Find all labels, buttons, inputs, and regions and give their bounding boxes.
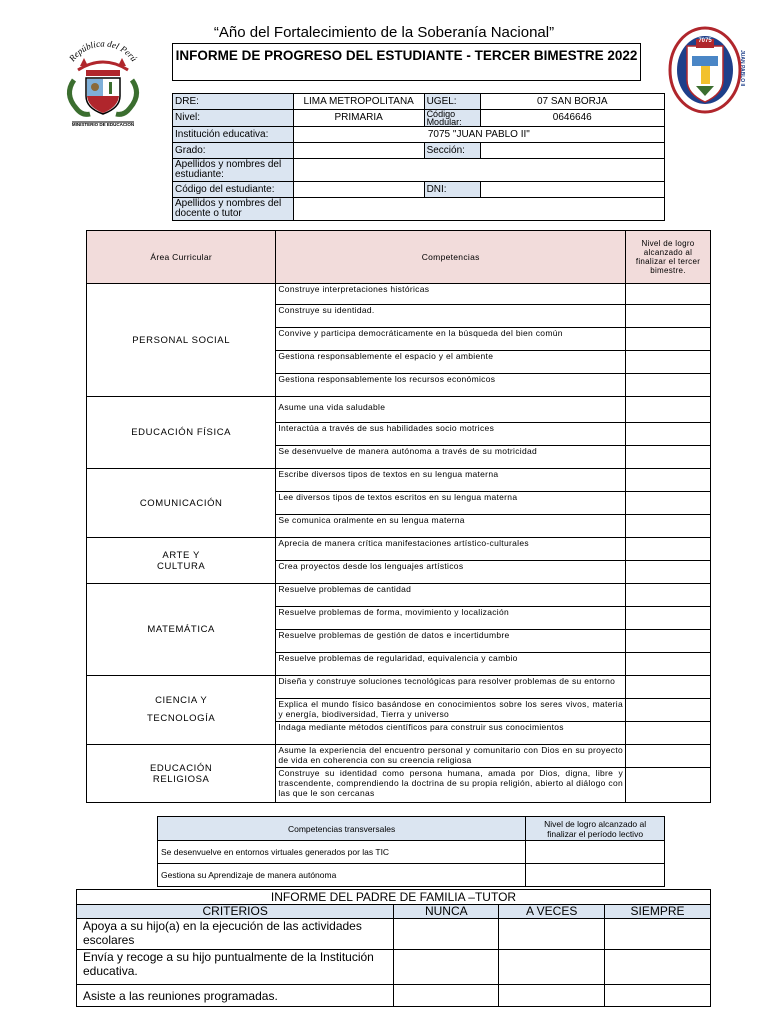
report-title: INFORME DE PROGRESO DEL ESTUDIANTE - TERCER BIMESTRE 2022 — [175, 48, 638, 63]
level-cell[interactable] — [526, 841, 665, 864]
level-cell[interactable] — [626, 607, 711, 630]
competency-item: Asume la experiencia del encuentro personal y comunitario con Dios en su proyecto de vida en coherencia con su creencia religiosa — [276, 745, 626, 768]
report-title-box — [172, 43, 641, 81]
institucion-label: Institución educativa: — [173, 127, 294, 143]
competency-item: Se desenvuelve de manera autónoma a través de su motricidad — [276, 446, 626, 469]
competency-item: Convive y participa democráticamente en la búsqueda del bien común — [276, 328, 626, 351]
codigo-estudiante-label: Código del estudiante: — [173, 182, 294, 198]
area-personal-social: PERSONAL SOCIAL — [87, 284, 276, 397]
competency-item: Se comunica oralmente en su lengua materna — [276, 515, 626, 538]
parent-report-table — [76, 889, 711, 1007]
col-level-header: Nivel de logro alcanzado al finalizar el tercer bimestre. — [626, 231, 711, 284]
apellidos-estudiante-value[interactable] — [293, 159, 664, 182]
answer-cell[interactable] — [605, 985, 711, 1007]
level-cell[interactable] — [626, 374, 711, 397]
grado-label: Grado: — [173, 143, 294, 159]
competency-item: Escribe diversos tipos de textos en su lengua materna — [276, 469, 626, 492]
area-comunicacion: COMUNICACIÓN — [87, 469, 276, 538]
level-cell[interactable] — [626, 328, 711, 351]
level-cell[interactable] — [626, 284, 711, 305]
competency-item: Diseña y construye soluciones tecnológicas para resolver problemas de su entorno — [276, 676, 626, 699]
nivel-label: Nivel: — [173, 110, 294, 127]
level-cell[interactable] — [626, 515, 711, 538]
level-cell[interactable] — [626, 351, 711, 374]
logo-left-caption: MINISTERIO DE EDUCACION — [71, 122, 135, 127]
transversal-level-header: Nivel de logro alcanzado al finalizar el período lectivo — [526, 817, 665, 841]
col-never-header: NUNCA — [394, 905, 499, 919]
transversal-item: Se desenvuelve en entornos virtuales generados por las TIC — [158, 841, 526, 864]
col-area-header: Área Curricular — [87, 231, 276, 284]
level-cell[interactable] — [626, 768, 711, 803]
competency-item: Resuelve problemas de cantidad — [276, 584, 626, 607]
level-cell[interactable] — [626, 446, 711, 469]
level-cell[interactable] — [626, 561, 711, 584]
competency-item: Resuelve problemas de regularidad, equivalencia y cambio — [276, 653, 626, 676]
competency-item: Construye interpretaciones históricas — [276, 284, 626, 305]
grado-value[interactable] — [293, 143, 424, 159]
competency-item: Resuelve problemas de forma, movimiento y localización — [276, 607, 626, 630]
competencies-table — [86, 230, 711, 803]
transversal-item: Gestiona su Aprendizaje de manera autónoma — [158, 864, 526, 887]
col-competencias-header: Competencias — [276, 231, 626, 284]
competency-item: Resuelve problemas de gestión de datos e incertidumbre — [276, 630, 626, 653]
level-cell[interactable] — [626, 699, 711, 722]
level-cell[interactable] — [626, 676, 711, 699]
competency-item: Interactúa a través de sus habilidades socio motrices — [276, 423, 626, 446]
answer-cell[interactable] — [394, 950, 499, 985]
answer-cell[interactable] — [605, 919, 711, 950]
seccion-value[interactable] — [480, 143, 665, 159]
answer-cell[interactable] — [394, 985, 499, 1007]
level-cell[interactable] — [626, 305, 711, 328]
level-cell[interactable] — [626, 653, 711, 676]
dre-label: DRE: — [173, 94, 294, 110]
seccion-label: Sección: — [424, 143, 480, 159]
col-criteria-header: CRITERIOS — [77, 905, 394, 919]
logo-right-caption: JUAN PABLO II — [739, 50, 745, 87]
codigo-estudiante-value[interactable] — [293, 182, 424, 198]
transversal-table — [157, 816, 665, 887]
competency-item: Asume una vida saludable — [276, 397, 626, 423]
level-cell[interactable] — [626, 397, 711, 423]
competency-item: Crea proyectos desde los lenguajes artísticos — [276, 561, 626, 584]
area-ciencia-tecnologia: CIENCIA Y TECNOLOGÍA — [87, 676, 276, 745]
criteria-item: Envía y recoge a su hijo puntualmente de la Institución educativa. — [77, 950, 394, 985]
apellidos-docente-value[interactable] — [293, 198, 664, 221]
area-educacion-fisica: EDUCACIÓN FÍSICA — [87, 397, 276, 469]
logo-left-text: República del Perú — [66, 38, 140, 64]
col-always-header: SIEMPRE — [605, 905, 711, 919]
parent-report-title: INFORME DEL PADRE DE FAMILIA –TUTOR — [77, 890, 711, 905]
criteria-item: Apoya a su hijo(a) en la ejecución de las actividades escolares — [77, 919, 394, 950]
answer-cell[interactable] — [499, 919, 605, 950]
level-cell[interactable] — [626, 538, 711, 561]
competency-item: Construye su identidad. — [276, 305, 626, 328]
level-cell[interactable] — [626, 722, 711, 745]
area-arte-cultura: ARTE Y CULTURA — [87, 538, 276, 584]
student-info-table — [172, 93, 665, 221]
competency-item: Aprecia de manera crítica manifestaciones artístico-culturales — [276, 538, 626, 561]
area-matematica: MATEMÁTICA — [87, 584, 276, 676]
year-motto: “Año del Fortalecimiento de la Soberanía Nacional” — [213, 24, 555, 41]
level-cell[interactable] — [626, 630, 711, 653]
school-crest-logo — [668, 26, 745, 114]
dni-label: DNI: — [424, 182, 480, 198]
codigo-modular-value: 0646646 — [480, 110, 665, 127]
svg-text:República del Perú — [66, 38, 139, 64]
transversal-comp-header: Competencias transversales — [158, 817, 526, 841]
answer-cell[interactable] — [394, 919, 499, 950]
answer-cell[interactable] — [605, 950, 711, 985]
dni-value[interactable] — [480, 182, 665, 198]
apellidos-docente-label: Apellidos y nombres del docente o tutor — [173, 198, 294, 221]
answer-cell[interactable] — [499, 985, 605, 1007]
apellidos-estudiante-label: Apellidos y nombres del estudiante: — [173, 159, 294, 182]
ugel-value: 07 SAN BORJA — [480, 94, 665, 110]
competency-item: Gestiona responsablemente los recursos económicos — [276, 374, 626, 397]
competency-item: Lee diversos tipos de textos escritos en su lengua materna — [276, 492, 626, 515]
col-sometimes-header: A VECES — [499, 905, 605, 919]
institucion-value: 7075 "JUAN PABLO II" — [293, 127, 664, 143]
competency-item: Explica el mundo físico basándose en conocimientos sobre los seres vivos, materia y energía, biodiversidad, Tierra y universo — [276, 699, 626, 722]
competency-item: Construye su identidad como persona humana, amada por Dios, digna, libre y trascendente, comprendiendo la doctrina de su propia religión, abierto al diálogo con las que le son cercanas — [276, 768, 626, 803]
codigo-modular-label: Código Modular: — [424, 110, 480, 127]
level-cell[interactable] — [626, 745, 711, 768]
criteria-item: Asiste a las reuniones programadas. — [77, 985, 394, 1007]
level-cell[interactable] — [526, 864, 665, 887]
competency-item: Gestiona responsablemente el espacio y el ambiente — [276, 351, 626, 374]
logo-right-number: 7075 — [698, 38, 712, 44]
dre-value: LIMA METROPOLITANA — [293, 94, 424, 110]
ugel-label: UGEL: — [424, 94, 480, 110]
peru-coat-of-arms-logo — [60, 36, 146, 132]
level-cell[interactable] — [626, 469, 711, 492]
level-cell[interactable] — [626, 423, 711, 446]
level-cell[interactable] — [626, 492, 711, 515]
competency-item: Indaga mediante métodos científicos para construir sus conocimientos — [276, 722, 626, 745]
nivel-value: PRIMARIA — [293, 110, 424, 127]
area-educacion-religiosa: EDUCACIÓN RELIGIOSA — [87, 745, 276, 803]
answer-cell[interactable] — [499, 950, 605, 985]
level-cell[interactable] — [626, 584, 711, 607]
